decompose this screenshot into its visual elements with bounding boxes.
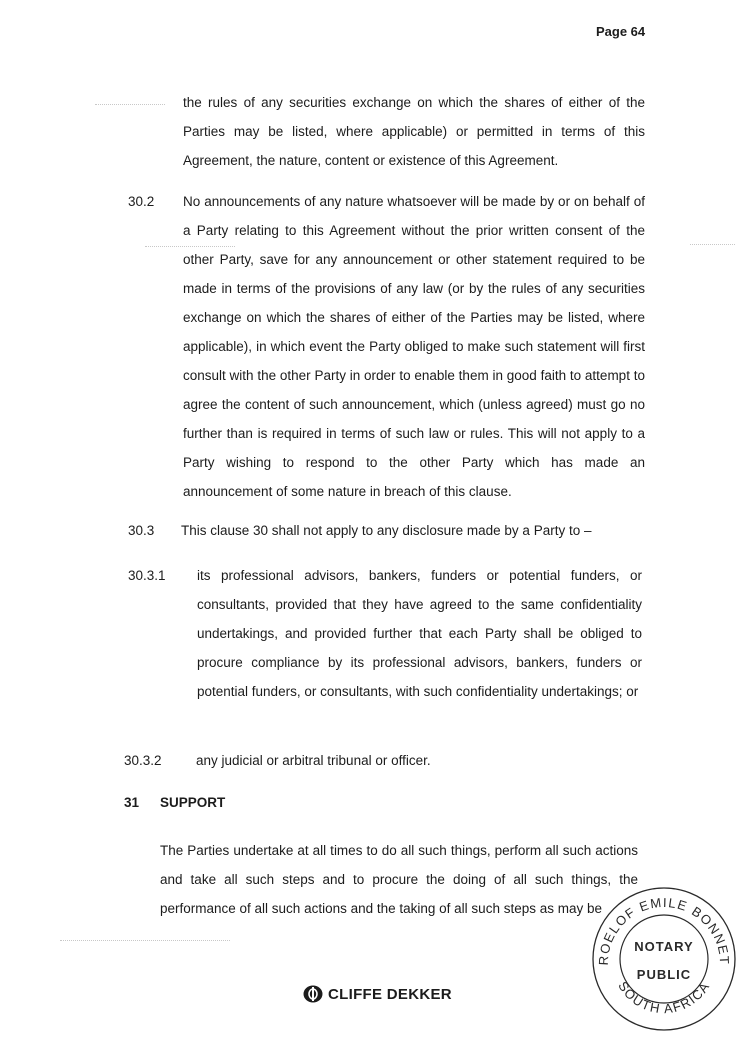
stamp-top-text: ROELOF EMILE BONNET [595, 894, 733, 966]
stamp-bottom-text: SOUTH AFRICA [615, 978, 713, 1017]
stamp-line1: NOTARY [634, 939, 694, 954]
clause-30-2-text: No announcements of any nature whatsoever will be made by or on behalf of a Party relating to this Agreement without the prior written consent of the other Party, save for any announcement or other statement required to be made in terms of the provisions of any law (or by the rules of any securities exchange on which the shares of either of the Parties may be listed, where applicable), in which event the Party obliged to make such statement will first consult with the other Party in order to enable them in good faith to attempt to agree the content of such announcement, which (unless agreed) must go no further than is required in terms of such law or rules. This will not apply to a Party wishing to respond to the other Party which has made an announcement of some nature in breach of this clause. [183, 194, 645, 499]
clause-number-30-3-1: 30.3.1 [128, 568, 166, 583]
clause-30-3-2-text: any judicial or arbitral tribunal or officer. [196, 753, 431, 768]
clause-number-30-2: 30.2 [128, 194, 155, 209]
notary-stamp [590, 885, 738, 1033]
clause-number-30-3-2: 30.3.2 [124, 753, 162, 768]
scan-noise [690, 244, 735, 246]
scan-noise [95, 104, 165, 106]
section-title: SUPPORT [160, 795, 226, 810]
footer-logo-text: CLIFFE DEKKER [328, 985, 452, 1003]
footer-logo [303, 985, 452, 1003]
section-number: 31 [124, 795, 140, 810]
svg-text:ROELOF EMILE BONNET [596, 895, 732, 966]
cliffe-dekker-logo-icon [303, 985, 323, 1003]
clause-30-3-1-text: its professional advisors, bankers, funders or potential funders, or consultants, provided that they have agreed to the same confidentiality undertakings, and provided further that each Party shall be obliged to procure compliance by its professional advisors, bankers, funders or potential funders, or consultants, with such confidentiality undertakings; or [197, 568, 642, 699]
scan-noise [60, 940, 230, 942]
support-paragraph: The Parties undertake at all times to do all such things, perform all such actions and take all such steps and to procure the doing of all such things, the performance of all such actions and the taking of all such steps as may be [160, 843, 638, 916]
page-number: Page 64 [596, 24, 646, 39]
svg-text:SOUTH AFRICA [615, 979, 713, 1017]
stamp-line2: PUBLIC [636, 967, 692, 982]
clause-number-30-3: 30.3 [128, 523, 155, 538]
clause-30-3-text: This clause 30 shall not apply to any disclosure made by a Party to – [181, 523, 592, 538]
continuation-paragraph: the rules of any securities exchange on which the shares of either of the Parties may be listed, where applicable) or permitted in terms of this Agreement, the nature, content or existence of this Agreement. [183, 95, 645, 168]
